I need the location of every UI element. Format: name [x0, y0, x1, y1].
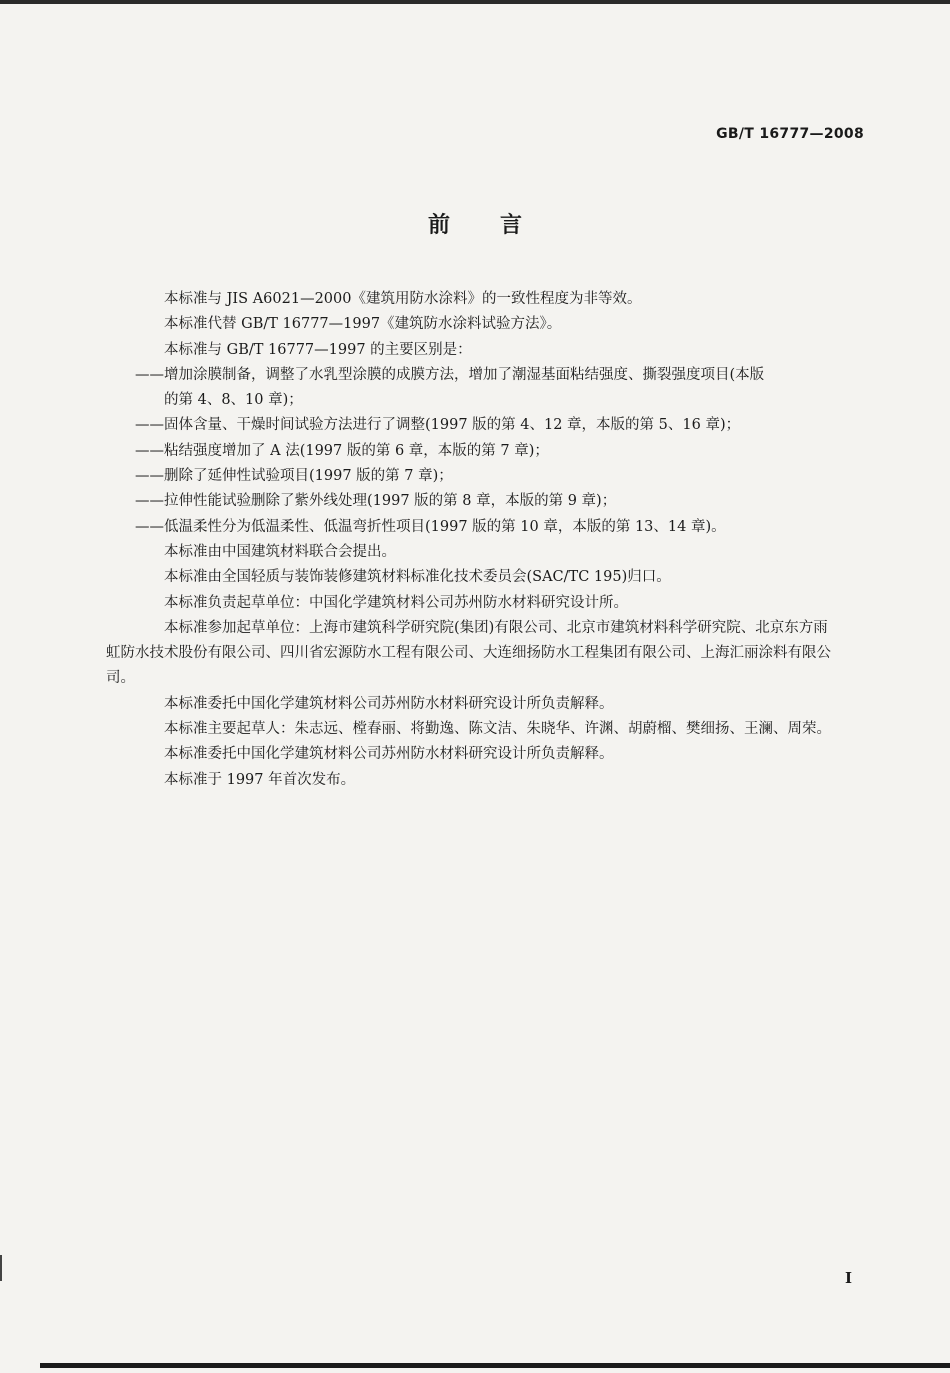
standard-number: GB/T 16777—2008 [716, 126, 864, 142]
change-item: ——拉伸性能试验删除了紫外线处理(1997 版的第 8 章，本版的第 9 章)； [135, 493, 617, 510]
top-border-rule [0, 0, 950, 4]
change-item-continuation: 的第 4、8、10 章)； [164, 392, 303, 409]
paragraph: 本标准负责起草单位：中国化学建筑材料公司苏州防水材料研究设计所。 [164, 594, 628, 611]
change-item: ——低温柔性分为低温柔性、低温弯折性项目(1997 版的第 10 章，本版的第 13、14 章)。 [135, 518, 726, 535]
paragraph: 本标准由中国建筑材料联合会提出。 [164, 543, 396, 560]
bottom-border-rule [40, 1363, 950, 1368]
paragraph: 本标准参加起草单位：上海市建筑科学研究院(集团)有限公司、北京市建筑材料科学研究院、北京东方雨虹防水技术股份有限公司、四川省宏源防水工程有限公司、大连细扬防水工程集团有限公司、上海汇丽涂料有限公司。 [106, 619, 831, 687]
foreword-body [106, 287, 870, 793]
change-item: ——增加涂膜制备，调整了水乳型涂膜的成膜方法，增加了潮湿基面粘结强度、撕裂强度项目(本版 [135, 366, 765, 383]
left-scan-mark [0, 1255, 2, 1281]
paragraph: 本标准与 JIS A6021—2000《建筑用防水涂料》的一致性程度为非等效。 [164, 291, 642, 307]
paragraph: 本标准由全国轻质与装饰装修建筑材料标准化技术委员会(SAC/TC 195)归口。 [164, 569, 671, 586]
paragraph: 本标准于 1997 年首次发布。 [164, 771, 356, 788]
paragraph: 本标准与 GB/T 16777—1997 的主要区别是： [164, 341, 472, 358]
change-item: ——粘结强度增加了 A 法(1997 版的第 6 章，本版的第 7 章)； [135, 442, 549, 459]
page-title: 前言 [427, 213, 572, 238]
change-item: ——删除了延伸性试验项目(1997 版的第 7 章)； [135, 468, 453, 485]
change-item: ——固体含量、干燥时间试验方法进行了调整(1997 版的第 4、12 章，本版的第 5、16 章)； [135, 417, 741, 434]
paragraph: 本标准委托中国化学建筑材料公司苏州防水材料研究设计所负责解释。 [164, 695, 614, 712]
paragraph: 本标准代替 GB/T 16777—1997《建筑防水涂料试验方法》。 [164, 316, 562, 333]
page-number: I [844, 1269, 852, 1287]
paragraph: 本标准主要起草人：朱志远、樘春丽、将勤逸、陈文洁、朱晓华、许渊、胡蔚榴、樊细扬、王澜、周荣。 [164, 721, 831, 738]
paragraph: 本标准委托中国化学建筑材料公司苏州防水材料研究设计所负责解释。 [164, 746, 614, 763]
